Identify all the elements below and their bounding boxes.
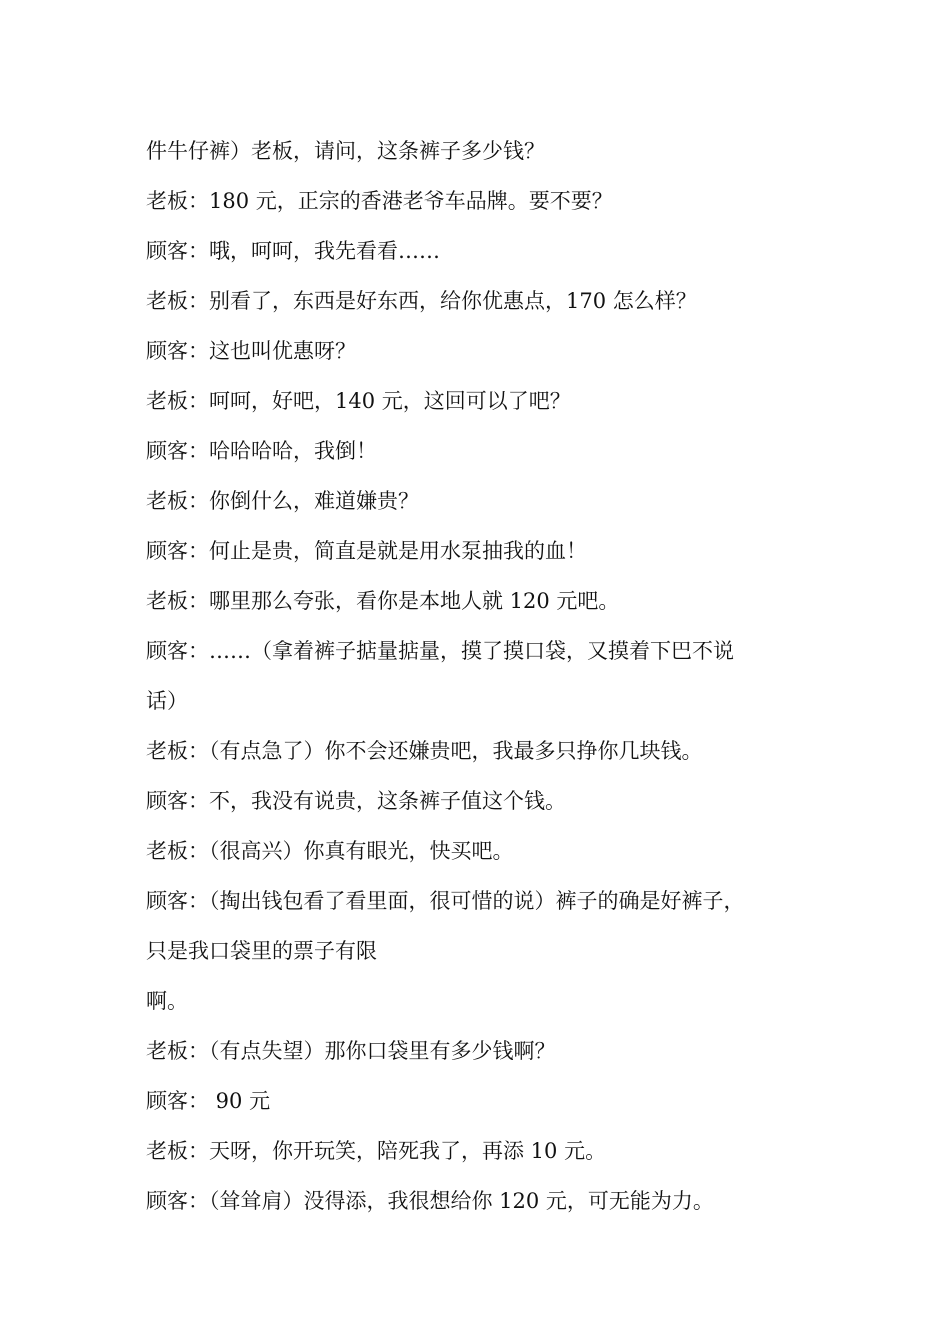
text-line: 只是我口袋里的票子有限 xyxy=(146,939,377,963)
text-line: 老板：（很高兴）你真有眼光，快买吧。 xyxy=(146,839,514,863)
text-line: 顾客：何止是贵，简直是就是用水泵抽我的血！ xyxy=(146,539,587,563)
text-line: 件牛仔裤）老板，请问，这条裤子多少钱？ xyxy=(146,139,545,163)
text-line: 顾客：哈哈哈哈，我倒！ xyxy=(146,439,377,463)
text-line: 顾客：（掏出钱包看了看里面，很可惜的说）裤子的确是好裤子， xyxy=(146,889,745,913)
text-line: 老板：（有点急了）你不会还嫌贵吧，我最多只挣你几块钱。 xyxy=(146,739,703,763)
text-line: 老板：你倒什么，难道嫌贵？ xyxy=(146,489,419,513)
text-line: 老板：别看了，东西是好东西，给你优惠点，170 怎么样？ xyxy=(146,289,697,313)
text-line: 老板：哪里那么夸张，看你是本地人就 120 元吧。 xyxy=(146,589,620,613)
text-line: 话） xyxy=(146,689,188,713)
text-line: 顾客：哦，呵呵，我先看看…… xyxy=(146,239,440,263)
text-line: 老板：180 元，正宗的香港老爷车品牌。要不要？ xyxy=(146,189,613,213)
text-line: 老板：天呀，你开玩笑，陪死我了，再添 10 元。 xyxy=(146,1139,607,1163)
text-line: 顾客：（耸耸肩）没得添，我很想给你 120 元，可无能为力。 xyxy=(146,1189,714,1213)
text-line: 顾客：不，我没有说贵，这条裤子值这个钱。 xyxy=(146,789,566,813)
text-line: 老板：（有点失望）那你口袋里有多少钱啊？ xyxy=(146,1039,556,1063)
dialogue-text xyxy=(146,131,806,1231)
text-line: 顾客：这也叫优惠呀？ xyxy=(146,339,356,363)
text-line: 啊。 xyxy=(146,989,188,1013)
text-line: 顾客： 90 元 xyxy=(146,1089,271,1113)
text-line: 老板：呵呵，好吧，140 元，这回可以了吧？ xyxy=(146,389,571,413)
text-line: 顾客：……（拿着裤子掂量掂量，摸了摸口袋，又摸着下巴不说 xyxy=(146,639,734,663)
